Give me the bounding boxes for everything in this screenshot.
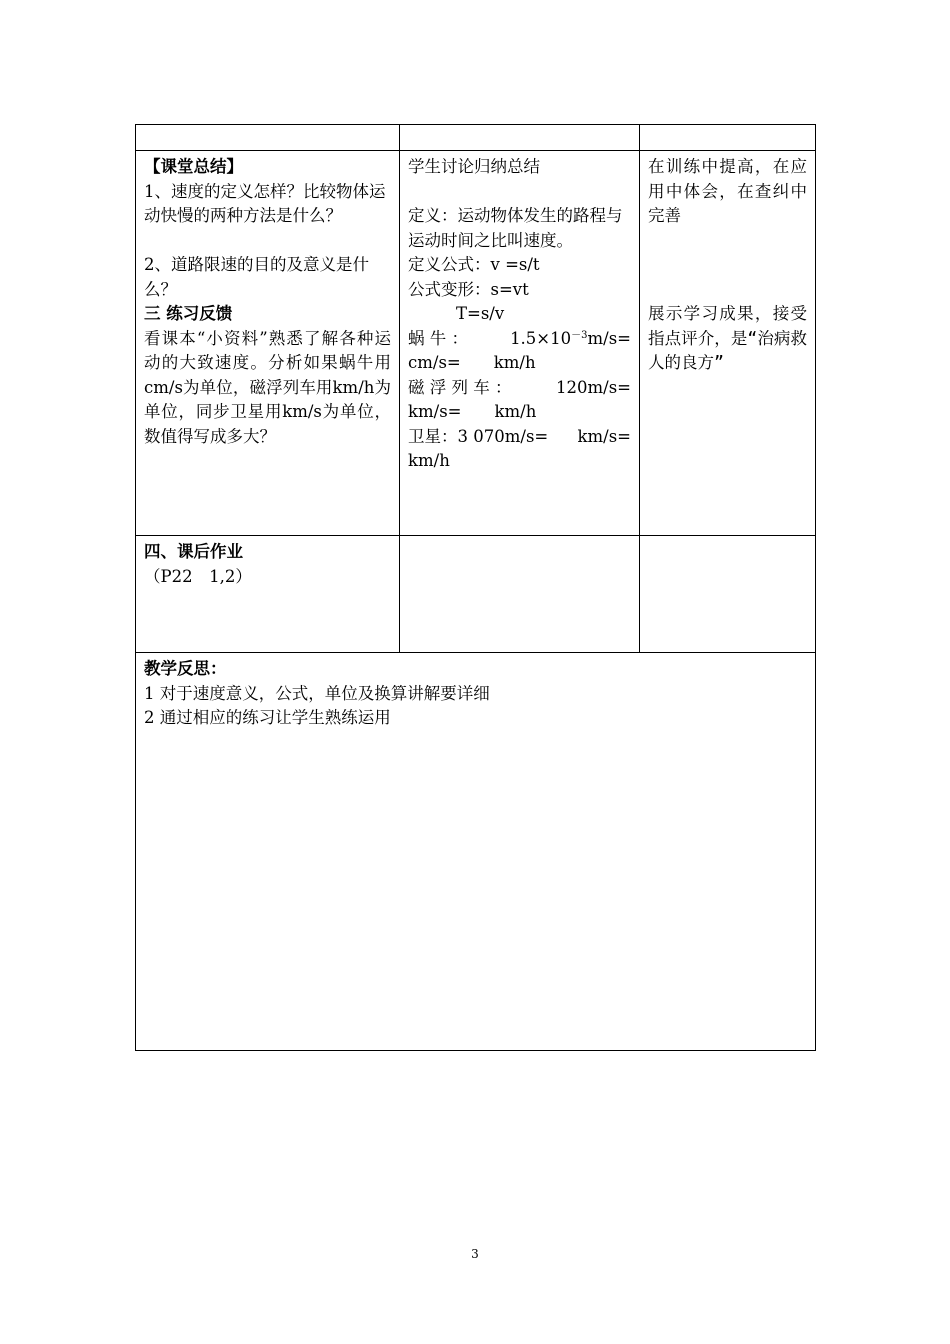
homework-cell [136, 536, 400, 653]
reflection-line-2: 2 通过相应的练习让学生熟练运用 [144, 708, 391, 727]
lesson-table [135, 124, 816, 1051]
page-number: 3 [471, 1247, 479, 1261]
empty-cell-3 [640, 125, 816, 151]
discussion-cell [400, 151, 640, 536]
empty-cell-2 [400, 125, 640, 151]
intent-text-1: 在训练中提高，在应用中体会，在查纠中完善 [648, 157, 807, 225]
reflection-cell [136, 653, 816, 1051]
reflection-heading: 教学反思： [144, 659, 227, 678]
reflection-row [136, 653, 816, 1051]
empty-header-row [136, 125, 816, 151]
summary-cell [136, 151, 400, 536]
intent-text-2: 展示学习成果，接受指点评介，是“治病救人的良方” [648, 304, 807, 372]
homework-empty-cell-3 [640, 536, 816, 653]
formula-transform-2: T=s/v [456, 304, 505, 323]
snail-line-2: cm/s= km/h [408, 353, 536, 372]
speed-definition: 定义：运动物体发生的路程与运动时间之比叫速度。 [408, 206, 623, 250]
snail-speed: $1.5\times 10^{-3}m/s=$ [510, 328, 631, 348]
maglev-speed: 120m/s= [556, 377, 631, 397]
discussion-title: 学生讨论归纳总结 [408, 157, 540, 176]
homework-row [136, 536, 816, 653]
formula-transform: 公式变形：s=vt [408, 279, 529, 299]
homework-empty-cell-2 [400, 536, 640, 653]
homework-heading: 四、课后作业 [144, 542, 243, 561]
satellite-unit: km/s= [577, 426, 631, 446]
satellite-line [408, 425, 631, 450]
maglev-label: 磁 浮 列 车 ： [408, 377, 512, 397]
satellite-line-2: km/h [408, 451, 450, 470]
empty-cell-1 [136, 125, 400, 151]
maglev-line [408, 376, 631, 401]
homework-text: （P22 1,2） [144, 566, 252, 586]
reflection-line-1: 1 对于速度意义，公式，单位及换算讲解要详细 [144, 683, 490, 703]
practice-heading: 三 练习反馈 [144, 304, 233, 323]
intent-cell [640, 151, 816, 536]
summary-question-1: 1、速度的定义怎样？比较物体运动快慢的两种方法是什么？ [144, 181, 386, 225]
snail-label: 蜗 牛 ： [408, 328, 468, 348]
maglev-line-2: km/s= km/h [408, 402, 537, 421]
summary-heading: 【课堂总结】 [144, 157, 243, 176]
practice-text: 看课本“小资料”熟悉了解各种运动的大致速度。分析如果蜗牛用cm/s为单位，磁浮列车用km/h为单位，同步卫星用km/s为单位，数值得写成多大？ [144, 328, 391, 446]
snail-line [408, 327, 631, 352]
satellite-label: 卫星：3 070m/s= [408, 426, 549, 446]
summary-question-2: 2、道路限速的目的及意义是什么？ [144, 255, 369, 299]
speed-formula: 定义公式：v =s/t [408, 255, 540, 274]
summary-row [136, 151, 816, 536]
